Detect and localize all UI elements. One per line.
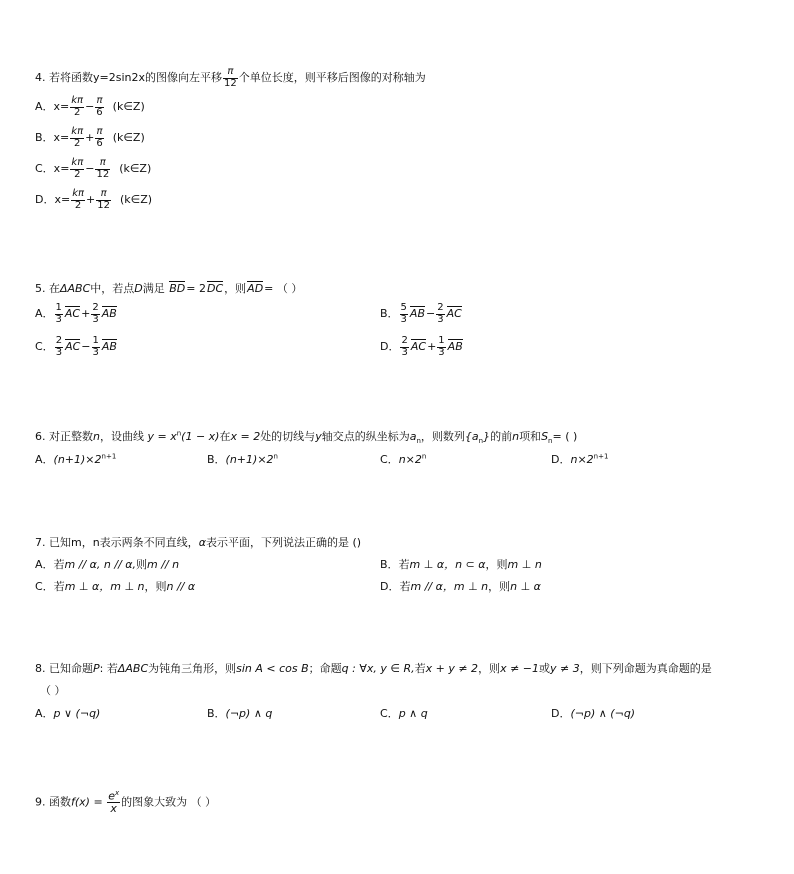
q4-frac-k-num: kπ xyxy=(71,157,84,168)
q5-option-label: C． xyxy=(35,340,54,353)
q5-coef1 xyxy=(55,303,63,325)
q4-option-label: A．x= xyxy=(35,100,70,113)
q6-option-base: n×2 xyxy=(398,453,422,466)
q6-seq-close: } xyxy=(483,430,491,443)
q5-coef1 xyxy=(400,303,408,325)
q6-option-label: C． xyxy=(380,453,399,466)
q7-option-mid: ，则 xyxy=(488,580,511,593)
q5-op: − xyxy=(81,340,91,353)
q4-stem-part: 4. 若将函数y=2sin2x的图像向左平移 xyxy=(35,71,222,84)
q5-option-a xyxy=(35,303,118,325)
q9-stem xyxy=(35,790,216,815)
q8-stem-part: : 若 xyxy=(99,662,118,675)
q5-vec1: AB xyxy=(409,307,425,320)
q8-stem-part: 若 xyxy=(414,662,426,675)
q6-stem-part: 的前 xyxy=(490,430,513,443)
q7-alpha: α xyxy=(198,536,206,549)
q6-an-sub: n xyxy=(416,437,421,446)
q5-option-label: D． xyxy=(380,340,400,353)
q6-curve-exp: n xyxy=(176,429,182,438)
q8-option-a xyxy=(35,705,100,721)
q6-curve: y = x xyxy=(147,430,177,443)
q5-vec1: AC xyxy=(410,340,427,353)
q4-frac-pi-den: 6 xyxy=(96,106,103,118)
q6-seq: {a xyxy=(464,430,479,443)
q6-stem-part: 轴交点的纵坐标为 xyxy=(321,430,410,443)
q5-eq: = 2 xyxy=(186,282,207,295)
q8-stem-part: 8. 已知命题 xyxy=(35,662,93,675)
q5-coef2 xyxy=(92,336,100,358)
q5-coef1-num: 2 xyxy=(401,335,408,346)
q8-stem-part: 或 xyxy=(539,662,550,675)
q9-den: x xyxy=(110,802,117,816)
q4-frac-k-den: 2 xyxy=(74,137,81,149)
q7-option-expr: m // α, n // α, xyxy=(64,558,137,571)
q4-option-label: C．x= xyxy=(35,162,70,175)
q5-triangle: ΔABC xyxy=(60,282,91,295)
q8-q: q : ∀x, y ∈ R, xyxy=(341,662,415,675)
q5-coef2-num: 2 xyxy=(437,302,444,313)
q6-option-label: A． xyxy=(35,453,54,466)
q4-frac-pi-num: π xyxy=(95,158,110,170)
q5-stem-part: = （ ） xyxy=(264,282,303,295)
q5-option-label: B． xyxy=(380,307,399,320)
q6-yaxis: y xyxy=(315,430,322,443)
q4-op: + xyxy=(86,193,96,206)
q4-op: − xyxy=(85,162,95,175)
q8-ineq: sin A < cos B xyxy=(236,662,309,675)
q7-option-c xyxy=(35,578,195,594)
q7-option-expr: m // α，m ⊥ n xyxy=(410,580,489,593)
q5-coef1-num: 5 xyxy=(400,302,407,313)
q6-stem-part: 在 xyxy=(219,430,231,443)
q4-op: − xyxy=(85,100,95,113)
q4-frac-k-den: 2 xyxy=(74,168,81,180)
q6-curve-b: (1 − x) xyxy=(181,430,220,443)
q4-option-a xyxy=(35,96,145,118)
q5-coef1-den: 3 xyxy=(55,346,63,358)
q6-sn-sub: n xyxy=(548,437,553,446)
q5-option-label: A． xyxy=(35,307,54,320)
q6-option-a xyxy=(35,451,116,467)
q5-op: − xyxy=(426,307,436,320)
q4-frac-k-den: 2 xyxy=(73,106,81,118)
q9-stem-part: 9. 函数 xyxy=(35,795,71,809)
q9-fraction xyxy=(107,790,120,815)
q6-option-label: B． xyxy=(207,453,226,466)
q6-stem-part: ，则数列 xyxy=(420,430,465,443)
q8-option-b xyxy=(207,705,272,721)
q6-option-label: D． xyxy=(551,453,571,466)
q6-option-exp: n+1 xyxy=(593,452,609,461)
q4-frac-k-den: 2 xyxy=(74,199,82,211)
q5-stem-part: 满足 xyxy=(142,282,165,295)
q5-vec1: AC xyxy=(65,340,81,353)
q8-cond: x + y ≠ 2 xyxy=(425,662,479,675)
q7-option-mid: ，则 xyxy=(485,558,508,571)
q4-option-d xyxy=(35,189,152,211)
q4-op: + xyxy=(85,131,95,144)
q7-option-b xyxy=(380,556,542,572)
q4-shift-den: 12 xyxy=(223,77,237,89)
q6-option-exp: n+1 xyxy=(101,452,117,461)
q7-option-expr: m ⊥ α，n ⊂ α xyxy=(409,558,486,571)
q7-option-label: A．若 xyxy=(35,558,65,571)
q4-shift-fraction xyxy=(223,67,238,89)
q4-tail: (k∈Z) xyxy=(112,100,145,113)
q7-option-label: C．若 xyxy=(35,580,65,593)
q7-option-a xyxy=(35,556,179,572)
q7-option-expr: m ⊥ α，m ⊥ n xyxy=(64,580,145,593)
q6-option-c xyxy=(380,451,426,467)
q5-vec2: AB xyxy=(101,340,117,353)
q5-vector-dc: DC xyxy=(207,282,224,295)
q8-option-expr: (¬p) ∧ (¬q) xyxy=(570,707,636,720)
q4-frac-k-num: kπ xyxy=(71,95,84,106)
q4-frac-k xyxy=(71,189,85,211)
q8-stem xyxy=(35,660,712,676)
q5-coef2-den: 3 xyxy=(437,313,444,325)
q5-option-b xyxy=(380,303,463,325)
q4-frac-pi-den: 12 xyxy=(97,199,110,211)
q6-an: a xyxy=(409,430,417,443)
q5-coef2-den: 3 xyxy=(92,346,99,358)
q4-frac-k-num: kπ xyxy=(71,126,84,137)
q8-option-d xyxy=(551,705,635,721)
q5-stem xyxy=(35,280,302,296)
q4-option-label: D．x= xyxy=(35,193,71,206)
q4-option-c xyxy=(35,158,151,180)
q8-stem-part: 为钝角三角形，则 xyxy=(148,662,237,675)
q8-triangle: ΔABC xyxy=(117,662,149,675)
q5-coef2-num: 1 xyxy=(92,335,99,346)
q5-op: + xyxy=(81,307,91,320)
q8-stem-part: ；命题 xyxy=(308,662,342,675)
q5-option-c xyxy=(35,336,118,358)
q4-stem xyxy=(35,67,426,89)
q5-point: D xyxy=(134,282,143,295)
q9-num-exp: x xyxy=(114,789,120,797)
q4-frac-k xyxy=(70,158,84,180)
q5-coef2-den: 3 xyxy=(92,313,99,325)
q6-at: x = 2 xyxy=(230,430,261,443)
q8-option-expr: p ∧ q xyxy=(398,707,428,720)
q7-stem-part: 7. 已知m，n表示两条不同直线， xyxy=(35,536,199,549)
q6-seq-sub: n xyxy=(478,437,484,446)
q4-tail: (k∈Z) xyxy=(119,162,152,175)
q6-n: n xyxy=(93,430,100,443)
q5-coef1 xyxy=(55,336,63,358)
q7-option-label: B．若 xyxy=(380,558,410,571)
q8-option-c xyxy=(380,705,428,721)
q6-option-b xyxy=(207,451,278,467)
q7-option-result: m ⊥ n xyxy=(507,558,542,571)
q8-res1: x ≠ −1 xyxy=(500,662,539,675)
q4-frac-pi xyxy=(95,127,103,149)
q5-vec2: AB xyxy=(447,340,463,353)
q7-option-result: n // α xyxy=(166,580,196,593)
q8-stem-part: ，则下列命题为真命题的是 xyxy=(579,662,712,675)
q7-option-d xyxy=(380,578,541,594)
q5-coef2-num: 1 xyxy=(438,335,445,346)
q8-option-label: B． xyxy=(207,707,226,720)
q8-option-label: C． xyxy=(380,707,399,720)
q6-stem-part: ，设曲线 xyxy=(99,430,144,443)
q6-sn: S xyxy=(541,430,549,443)
q5-coef1-den: 3 xyxy=(401,346,408,358)
q4-shift-num: π xyxy=(223,67,238,79)
q4-tail: (k∈Z) xyxy=(119,193,153,206)
q9-num-base: e xyxy=(108,789,115,803)
q5-coef2-num: 2 xyxy=(92,302,99,313)
q5-coef2 xyxy=(91,303,99,325)
q8-res2: y ≠ 3 xyxy=(550,662,580,675)
q7-option-result: n ⊥ α xyxy=(510,580,541,593)
q6-stem-part: 项和 xyxy=(519,430,542,443)
q8-option-expr: p ∨ (¬q) xyxy=(53,707,101,720)
q8-option-expr: (¬p) ∧ q xyxy=(225,707,273,720)
q6-option-exp: n xyxy=(421,452,427,461)
q7-stem-part: 表示平面，下列说法正确的是 () xyxy=(205,536,362,549)
q5-option-d xyxy=(380,336,464,358)
q7-option-result: m // n xyxy=(147,558,180,571)
q8-p: P xyxy=(93,662,100,675)
q4-frac-k-num: kπ xyxy=(72,188,85,199)
q5-coef1-num: 1 xyxy=(55,302,62,313)
q5-coef2-den: 3 xyxy=(438,346,445,358)
q4-frac-k xyxy=(70,96,84,118)
q6-stem-part: 6. 对正整数 xyxy=(35,430,93,443)
q6-option-base: n×2 xyxy=(570,453,594,466)
q6-option-d xyxy=(551,451,608,467)
q5-vector-ad: AD xyxy=(247,282,264,295)
q4-option-b xyxy=(35,127,145,149)
q4-frac-k xyxy=(70,127,84,149)
q4-tail: (k∈Z) xyxy=(112,131,145,144)
q6-option-exp: n xyxy=(273,452,278,461)
q5-coef1-num: 2 xyxy=(55,335,63,346)
q5-coef2 xyxy=(436,303,444,325)
q7-option-mid: ，则 xyxy=(144,580,167,593)
q6-stem xyxy=(35,428,577,445)
q5-coef1-den: 3 xyxy=(55,313,62,325)
q4-option-label: B．x= xyxy=(35,131,70,144)
q8-stem-part: ，则 xyxy=(478,662,501,675)
q5-coef2 xyxy=(437,336,445,358)
q5-stem-part: ，则 xyxy=(224,282,247,295)
q5-op: + xyxy=(427,340,437,353)
q4-frac-pi-den: 6 xyxy=(96,137,103,149)
q5-vec2: AB xyxy=(101,307,117,320)
q8-option-label: A． xyxy=(35,707,54,720)
q8-paren: （ ） xyxy=(40,684,66,697)
q4-frac-pi-num: π xyxy=(96,95,103,106)
q6-option-base: (n+1)×2 xyxy=(53,453,102,466)
q4-frac-pi-num: π xyxy=(96,126,103,137)
q7-option-mid: 则 xyxy=(136,558,148,571)
q8-option-label: D． xyxy=(551,707,571,720)
q9-stem-part: 的图象大致为 （ ） xyxy=(121,795,217,809)
q7-stem xyxy=(35,534,361,550)
q6-stem-n: n xyxy=(512,430,520,443)
q5-coef1-den: 3 xyxy=(400,313,407,325)
q5-coef1 xyxy=(400,336,408,358)
q6-stem-part: = ( ) xyxy=(552,430,578,443)
q5-vector-bd: BD xyxy=(169,282,186,295)
q6-stem-part: 处的切线与 xyxy=(260,430,316,443)
q5-stem-part: 中，若点 xyxy=(90,282,135,295)
q5-vec1: AC xyxy=(64,307,81,320)
q9-fx: f(x) = xyxy=(71,795,103,809)
q4-frac-pi-den: 12 xyxy=(96,168,110,180)
q4-frac-pi xyxy=(95,158,110,180)
q7-option-label: D．若 xyxy=(380,580,411,593)
q4-frac-pi-num: π xyxy=(96,189,111,201)
q5-stem-part: 5. 在 xyxy=(35,282,60,295)
q6-option-base: (n+1)×2 xyxy=(225,453,274,466)
q4-stem-part: 个单位长度，则平移后图像的对称轴为 xyxy=(238,71,426,84)
q5-vec2: AC xyxy=(446,307,462,320)
q4-frac-pi xyxy=(96,189,111,211)
q4-frac-pi xyxy=(95,96,103,118)
